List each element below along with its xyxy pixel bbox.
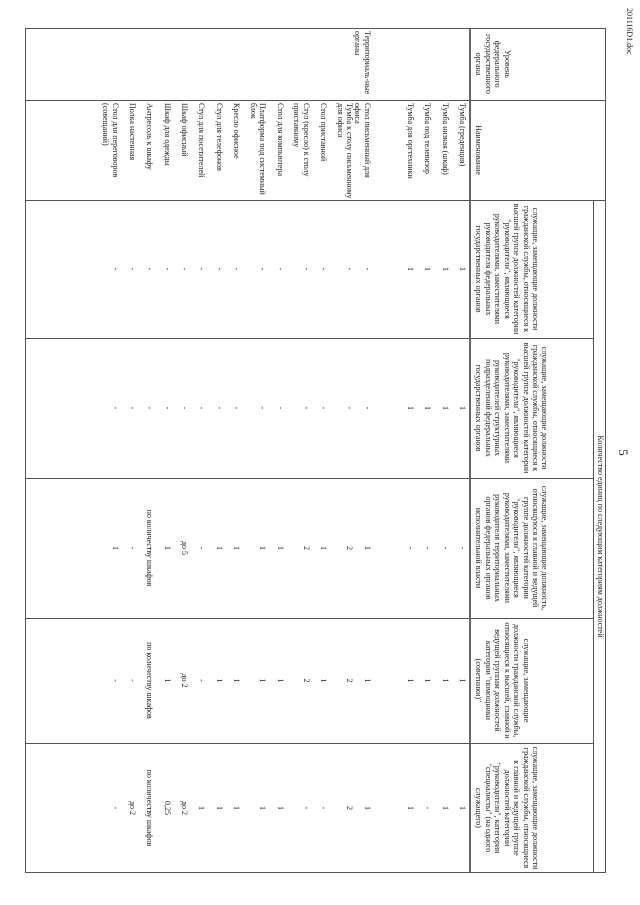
column-border — [26, 743, 594, 744]
row-name: Тумба низкая (шкаф) — [440, 103, 450, 175]
row-value: по количеству шкафов — [145, 769, 155, 847]
row-value: - — [258, 406, 268, 410]
row-value: - — [110, 806, 120, 810]
row-value: 1 — [232, 546, 241, 550]
row-value: - — [362, 267, 372, 271]
row-value: 2 — [345, 678, 355, 683]
row-value: - — [319, 406, 329, 410]
row-value: - — [214, 406, 224, 410]
row-value: 2 — [301, 546, 311, 550]
row-value: - — [319, 267, 329, 271]
row-value: - — [275, 406, 285, 410]
row-name: Тумба под телевизор — [423, 103, 433, 174]
row-name: Стол письменный для офиса — [353, 103, 372, 178]
row-value: - — [423, 806, 433, 810]
table-bottom-border — [25, 28, 26, 873]
row-value: 1 — [362, 806, 372, 810]
row-value: 1 — [319, 678, 329, 683]
row-value: до 2 — [180, 800, 190, 816]
row-value: - — [128, 406, 138, 410]
row-value: 1 — [440, 406, 450, 410]
column-border — [26, 338, 594, 339]
row-name: Стул для посетителей — [197, 103, 207, 178]
row-value: 1 — [214, 546, 224, 550]
furniture-norms-table — [26, 28, 606, 873]
row-value: 1 — [258, 546, 268, 550]
group-title-underline — [593, 200, 594, 873]
row-value: - — [423, 546, 433, 550]
row-name: Стол для переговоров (совещаний) — [101, 103, 120, 178]
row-value: 1 — [458, 678, 467, 683]
row-value: - — [128, 546, 138, 550]
row-value: 1 — [458, 806, 467, 810]
row-name: Полка настенная — [128, 103, 138, 161]
column-border — [26, 872, 606, 873]
row-value: 1 — [458, 406, 467, 410]
row-value: - — [301, 806, 311, 810]
row-name: Платформа под системный блок — [248, 103, 268, 195]
row-value: до 5 — [180, 540, 190, 556]
row-value: - — [232, 406, 241, 410]
row-value: до 2 — [128, 800, 138, 816]
row-value: 1 — [214, 806, 224, 810]
row-value: до 2 — [180, 673, 190, 688]
row-value: - — [197, 546, 207, 550]
row-value: 1 — [319, 546, 329, 550]
row-value: - — [180, 406, 190, 410]
row-value: по количеству шкафов — [145, 509, 155, 587]
row-value: 1 — [406, 406, 416, 410]
row-value: 1 — [440, 267, 450, 271]
column-border — [26, 618, 594, 619]
row-value: - — [319, 806, 329, 810]
row-value: 1 — [214, 678, 224, 683]
row-value: - — [162, 267, 172, 271]
row-value: - — [162, 406, 172, 410]
header-name: Наименование — [474, 125, 484, 175]
row-name: Антресоль к шкафу — [145, 103, 155, 170]
row-value: - — [458, 546, 467, 550]
row-name: Кресло офисное — [232, 103, 241, 159]
row-value: - — [214, 267, 224, 271]
row-value: 1 — [197, 806, 207, 810]
row-name: Стул для телефонов — [214, 103, 224, 171]
header-level: Уровень федерального государственного органа — [474, 34, 512, 94]
row-value: 1 — [423, 267, 433, 271]
row-value: - — [128, 267, 138, 271]
row-value: 1 — [362, 678, 372, 683]
row-name: Тумба (греденция) — [458, 103, 467, 167]
row-value: 1 — [458, 267, 467, 271]
row-value: - — [440, 546, 450, 550]
row-value: 1 — [258, 678, 268, 683]
row-value: - — [197, 679, 207, 682]
row-value: 1 — [162, 546, 172, 550]
row-value: 1 — [362, 546, 372, 550]
row-name: Стол для компьютера — [275, 103, 285, 177]
row-value: 1 — [275, 678, 285, 683]
row-value: - — [145, 267, 155, 271]
row-value: - — [301, 406, 311, 410]
row-value: 1 — [232, 806, 241, 810]
row-value: - — [180, 267, 190, 271]
page-number: 5 — [616, 449, 631, 456]
column-border — [26, 478, 594, 479]
row-value: - — [110, 267, 120, 271]
row-value: - — [275, 267, 285, 271]
row-name: Тумба для оргтехники — [406, 103, 416, 179]
row-value: 1 — [162, 678, 172, 683]
row-value: - — [301, 267, 311, 271]
row-value: - — [345, 267, 355, 271]
column-border — [26, 200, 606, 201]
row-value: 1 — [275, 806, 285, 810]
header-category-5: служащие, замещающие должности гражданской службы, относящиеся к главной и ведущей группе должностей категории "руководители", категории "специалисты" (на одного служащего) — [474, 746, 541, 870]
row-name: Шкаф офисный — [180, 103, 190, 157]
row-value: 1 — [440, 806, 450, 810]
row-value: - — [258, 267, 268, 271]
row-value: - — [110, 406, 120, 410]
row-value: 0,25 — [162, 801, 172, 815]
header-category-2: служащие, замещающие должности гражданской службы, относящиеся к высшей группе должностей категории "руководители", являющиеся руководителями, заместителями руководителей структурных подразделений федеральных государственных органов — [474, 342, 550, 474]
row-value: 1 — [232, 678, 241, 683]
row-value: - — [110, 679, 120, 682]
row-value: 2 — [301, 678, 311, 683]
row-value: 1 — [406, 267, 416, 271]
header-category-4: служащие, замещающие должности гражданской службы, относящиеся к высшей, главной и ведущей группам должностей категории "помощники (советники)" — [474, 622, 531, 739]
header-group-title: Количество единиц по следующим категориям должностей — [595, 435, 605, 638]
row-name: Стул (кресло) к столу приставному — [292, 103, 311, 177]
header-bottom-border — [469, 28, 471, 873]
row-value: 1 — [440, 678, 450, 683]
column-border — [26, 28, 606, 29]
row-value: 1 — [275, 546, 285, 550]
row-value: - — [145, 406, 155, 410]
column-border — [26, 100, 606, 101]
row-value: 2 — [345, 806, 355, 810]
row-value: 1 — [423, 678, 433, 683]
row-value: - — [232, 267, 241, 271]
row-value: - — [197, 406, 207, 410]
row-name: Шкаф для одежды — [162, 103, 172, 166]
row-name: Тумба к столу письменному для офиса — [336, 103, 355, 199]
header-category-3: служащие, замещающие должность, относящуюся к главной и ведущей группе должностей категории "руководители", являющиеся руководителями, заместителями руководителя территориальных органов федеральных органов исполнительной власти — [474, 485, 550, 611]
row-value: 1 — [406, 806, 416, 810]
row-value: - — [406, 546, 416, 550]
row-value: 2 — [345, 546, 355, 550]
row-value: 1 — [110, 546, 120, 550]
row-name: Стол приставной — [319, 103, 329, 162]
header-category-1: служащие, замещающие должности гражданской службы, относящиеся к высшей группе должностей категории "руководители", являющиеся руководителями, заместителями руководителя федеральных государственных органов — [474, 203, 541, 335]
row-value: 1 — [258, 806, 268, 810]
row-value: 1 — [406, 678, 416, 683]
row-value: по количеству шкафов — [145, 642, 155, 719]
row-value: 1 — [423, 406, 433, 410]
row-value: - — [128, 679, 138, 682]
row-value: - — [362, 406, 372, 410]
document-id: 201116D1.doc — [625, 8, 634, 55]
row-value: - — [197, 267, 207, 271]
section-level-label: Территориаль-ные органы — [353, 31, 372, 95]
row-value: - — [345, 406, 355, 410]
table-top-border — [605, 28, 606, 873]
